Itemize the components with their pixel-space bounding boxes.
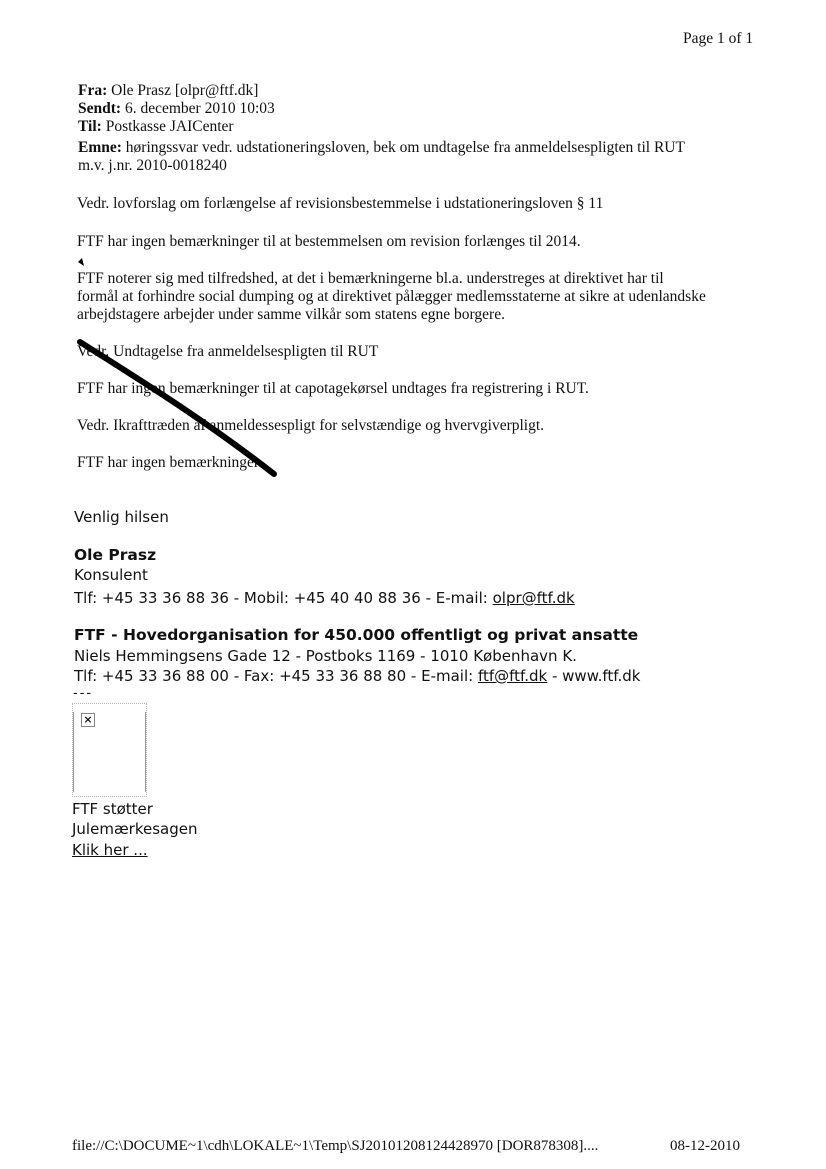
- support-link[interactable]: Klik her ...: [72, 841, 148, 859]
- paragraph-5: FTF har ingen bemærkninger til at capotagekørsel undtages fra registrering i RUT.: [77, 380, 589, 397]
- subject-line-2: m.v. j.nr. 2010-0018240: [78, 157, 227, 174]
- sender-title: Konsulent: [74, 566, 148, 584]
- paragraph-1: Vedr. lovforslag om forlængelse af revisionsbestemmelse i udstationeringsloven § 11: [77, 195, 604, 212]
- paragraph-7: FTF har ingen bemærkninger.: [77, 454, 263, 471]
- greeting: Venlig hilsen: [74, 508, 169, 526]
- sender-contact-text: Tlf: +45 33 36 88 36 - Mobil: +45 40 40 88 36 - E-mail:: [74, 589, 493, 607]
- broken-image-placeholder[interactable]: [72, 703, 147, 797]
- broken-image-icon: ×: [81, 713, 95, 727]
- to-label: Til:: [78, 118, 102, 135]
- organization-contact-text: Tlf: +45 33 36 88 00 - Fax: +45 33 36 88 80 - E-mail:: [74, 667, 478, 685]
- paragraph-3-line-2: formål at forhindre social dumping og at direktivet pålægger medlemsstaterne at sikre at udenlandske: [77, 288, 706, 305]
- pen-dot-mark: [78, 258, 84, 266]
- paragraph-2: FTF har ingen bemærkninger til at bestemmelsen om revision forlænges til 2014.: [77, 233, 581, 250]
- subject-label: Emne:: [78, 139, 122, 156]
- sent-value: 6. december 2010 10:03: [124, 100, 275, 117]
- paragraph-3-line-1: FTF noterer sig med tilfredshed, at det i bemærkningerne bl.a. understreges at direktivet har til: [77, 270, 664, 287]
- paragraph-3-line-3: arbejdstagere arbejder under samme vilkår som statens egne borgere.: [77, 306, 505, 323]
- organization-address: Niels Hemmingsens Gade 12 - Postboks 1169 - 1010 København K.: [74, 647, 577, 665]
- organization-contact-separator: -: [547, 667, 563, 685]
- sender-email-link[interactable]: olpr@ftf.dk: [492, 589, 575, 607]
- support-line-1: FTF støtter: [72, 800, 153, 818]
- support-line-2: Julemærkesagen: [72, 820, 198, 838]
- organization-email-link[interactable]: ftf@ftf.dk: [477, 667, 548, 685]
- subject-value: høringssvar vedr. udstationeringsloven, bek om undtagelse fra anmeldelsespligten til RUT: [125, 139, 685, 156]
- sender-contact: [74, 588, 575, 608]
- page-number: Page 1 of 1: [683, 30, 754, 47]
- footer-date: 08-12-2010: [670, 1138, 740, 1154]
- sender-name: Ole Prasz: [74, 546, 157, 564]
- from-value: Ole Prasz [olpr@ftf.dk]: [111, 82, 259, 99]
- from-label: Fra:: [78, 82, 108, 99]
- sent-label: Sendt:: [78, 100, 122, 117]
- organization-web-link[interactable]: www.ftf.dk: [562, 667, 641, 685]
- image-frame-right: [145, 712, 146, 792]
- signature-separator: ---: [73, 686, 94, 701]
- sent-line: [78, 100, 275, 118]
- to-line: [78, 118, 234, 136]
- footer-file-path: file://C:\DOCUME~1\cdh\LOKALE~1\Temp\SJ20101208124428970 [DOR878308]....: [72, 1138, 599, 1154]
- image-frame-left: [73, 712, 74, 792]
- organization-name: FTF - Hovedorganisation for 450.000 offentligt og privat ansatte: [74, 626, 639, 644]
- from-line: [78, 82, 258, 100]
- organization-contact: [74, 666, 640, 686]
- paragraph-6: Vedr. Ikrafttræden af anmeldessespligt for selvstændige og hvervgiverpligt.: [77, 417, 545, 434]
- subject-line: [78, 139, 685, 157]
- to-value: Postkasse JAICenter: [105, 118, 234, 135]
- paragraph-4: Vedr. Undtagelse fra anmeldelsespligten til RUT: [77, 343, 379, 360]
